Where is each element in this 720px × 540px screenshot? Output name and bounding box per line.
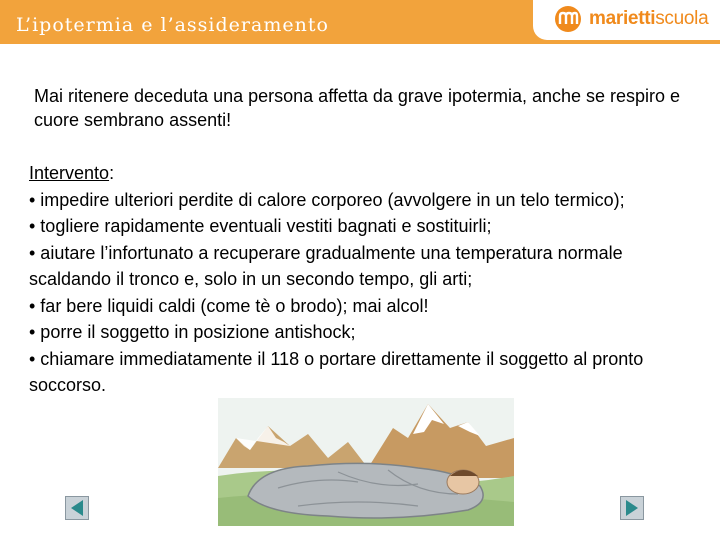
list-item: • chiamare immediatamente il 118 o portare direttamente il soggetto al pronto soccorso. bbox=[29, 348, 644, 395]
list-item: • aiutare l’infortunato a recuperare gradualmente una temperatura normale scaldando il tronco e, solo in un secondo tempo, gli arti; bbox=[29, 242, 623, 289]
next-slide-button[interactable] bbox=[620, 496, 644, 520]
logo-text bbox=[589, 8, 708, 30]
page-title: L’ipotermia e l’assideramento bbox=[16, 14, 329, 36]
intervention-heading: Intervento bbox=[29, 163, 110, 183]
marietti-logo-icon bbox=[555, 6, 581, 32]
list-item: • porre il soggetto in posizione antishock; bbox=[29, 322, 356, 342]
intervention-block bbox=[29, 160, 709, 399]
logo-brand-bold: marietti bbox=[589, 8, 656, 29]
illustration-person-in-thermal-blanket bbox=[218, 398, 514, 526]
list-item: • far bere liquidi caldi (come tè o brodo); mai alcol! bbox=[29, 295, 429, 316]
triangle-left-icon bbox=[68, 499, 86, 517]
list-item: • impedire ulteriori perdite di calore corporeo (avvolgere in un telo termico); bbox=[29, 189, 625, 210]
triangle-right-icon bbox=[623, 499, 641, 517]
heading-colon: : bbox=[109, 163, 115, 183]
list-item: • togliere rapidamente eventuali vestiti bagnati e sostituirli; bbox=[29, 216, 492, 236]
logo-brand-light: scuola bbox=[655, 8, 709, 29]
header-bar bbox=[0, 0, 720, 44]
publisher-logo bbox=[533, 0, 720, 40]
intervention-heading-line bbox=[29, 160, 709, 187]
previous-slide-button[interactable] bbox=[65, 496, 89, 520]
warning-text: Mai ritenere deceduta una persona affetta da grave ipotermia, anche se respiro e cuore sembrano assenti! bbox=[34, 86, 681, 130]
